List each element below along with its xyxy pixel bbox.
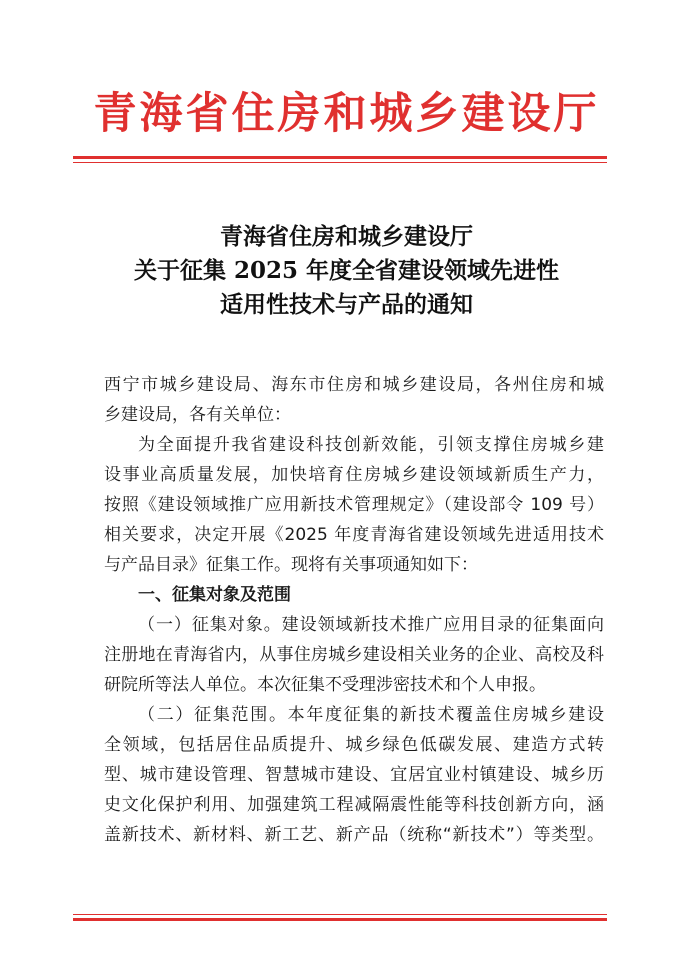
document-body bbox=[104, 370, 604, 850]
item1-line: 注册地在青海省内，从事住房城乡建设相关业务的企业、高校及科 bbox=[104, 645, 604, 665]
title-line: 青海省住房和城乡建设厅 bbox=[220, 223, 473, 250]
item2-line: 史文化保护利用、加强建筑工程减隔震性能等科技创新方向，涵 bbox=[104, 795, 604, 815]
title-line: 关于征集 2025 年度全省建设领域先进性 bbox=[133, 257, 560, 284]
document-title bbox=[0, 220, 693, 322]
intro-line: 设事业高质量发展，加快培育住房城乡建设领域新质生产力， bbox=[104, 465, 604, 485]
addressee-line: 乡建设局，各有关单位： bbox=[104, 405, 291, 425]
title-line: 适用性技术与产品的通知 bbox=[220, 291, 473, 318]
section-heading: 一、征集对象及范围 bbox=[138, 585, 291, 605]
footer-rule-thin bbox=[73, 914, 607, 915]
intro-line: 为全面提升我省建设科技创新效能，引领支撑住房城乡建 bbox=[138, 435, 604, 455]
intro-line: 相关要求，决定开展《2025 年度青海省建设领域先进适用技术 bbox=[104, 525, 604, 545]
footer-rule-thick bbox=[73, 918, 607, 921]
item2-line: （二）征集范围。本年度征集的新技术覆盖住房城乡建设 bbox=[138, 705, 604, 725]
letterhead-org-name: 青海省住房和城乡建设厅 bbox=[93, 89, 600, 139]
intro-line: 与产品目录》征集工作。现将有关事项通知如下： bbox=[104, 555, 478, 575]
addressee-line: 西宁市城乡建设局、海东市住房和城乡建设局，各州住房和城 bbox=[104, 375, 604, 395]
item2-line: 盖新技术、新材料、新工艺、新产品（统称“新技术”）等类型。 bbox=[104, 825, 604, 845]
intro-line: 按照《建设领域推广应用新技术管理规定》（建设部令 109 号） bbox=[104, 495, 604, 515]
letterhead-rule-thick bbox=[73, 156, 607, 159]
item2-line: 型、城市建设管理、智慧城市建设、宜居宜业村镇建设、城乡历 bbox=[104, 765, 604, 785]
item1-line: （一）征集对象。建设领域新技术推广应用目录的征集面向 bbox=[138, 615, 604, 635]
item1-line: 研院所等法人单位。本次征集不受理涉密技术和个人申报。 bbox=[104, 675, 546, 695]
letterhead-rule-thin bbox=[73, 162, 607, 163]
item2-line: 全领域，包括居住品质提升、城乡绿色低碳发展、建造方式转 bbox=[104, 735, 604, 755]
